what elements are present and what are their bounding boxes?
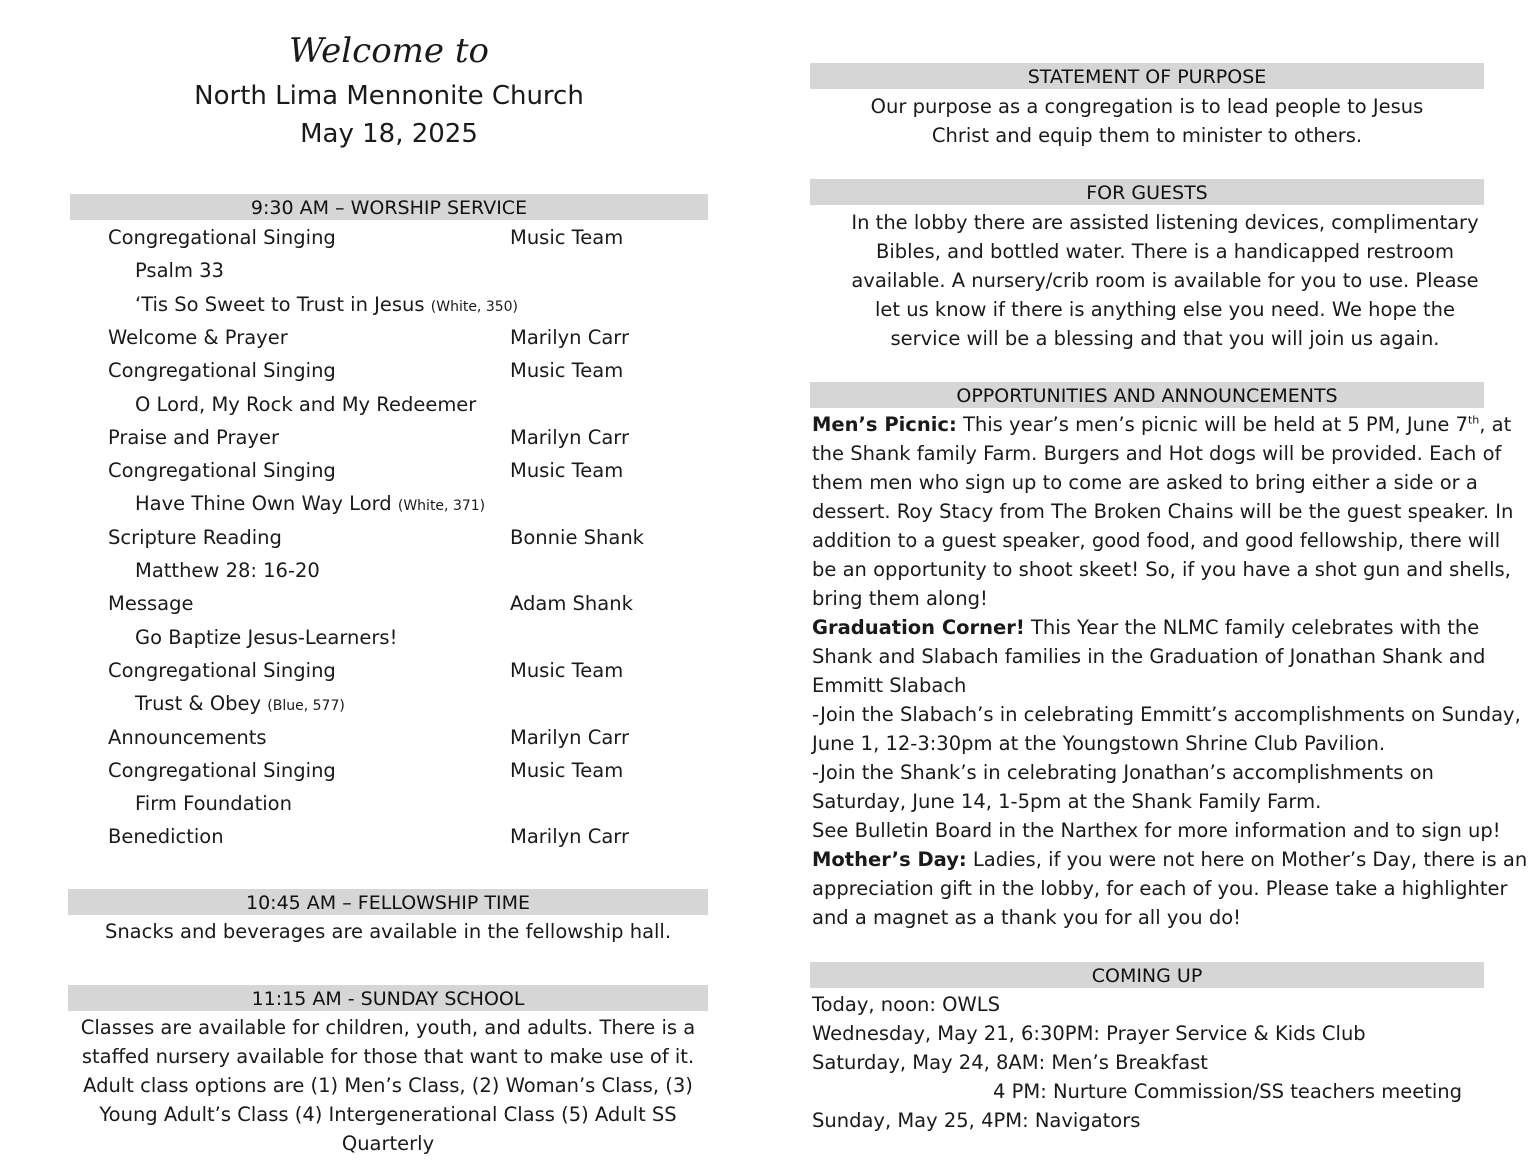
service-leader: Marilyn Carr bbox=[510, 725, 629, 749]
service-row bbox=[68, 787, 708, 820]
coming-up-item: Wednesday, May 21, 6:30PM: Prayer Service & Kids Club bbox=[812, 1022, 1366, 1045]
guests-line: Bibles, and bottled water. There is a handicapped restroom bbox=[875, 240, 1455, 263]
graduation-line: Emmitt Slabach bbox=[812, 674, 967, 697]
graduation-first-line bbox=[812, 613, 1479, 642]
service-item-text: Firm Foundation bbox=[135, 792, 292, 816]
picnic-line: bring them along! bbox=[812, 587, 988, 610]
guests-heading: FOR GUESTS bbox=[810, 179, 1484, 205]
purpose-line: Christ and equip them to minister to others. bbox=[931, 124, 1363, 147]
service-item-text: Congregational Singing bbox=[108, 459, 336, 483]
coming-up-item: Today, noon: OWLS bbox=[812, 993, 1001, 1016]
service-item-text: Congregational Singing bbox=[108, 758, 336, 782]
service-leader: Adam Shank bbox=[510, 592, 633, 616]
graduation-line: -Join the Slabach’s in celebrating Emmitt’s accomplishments on Sunday, bbox=[812, 703, 1521, 726]
picnic-label: Men’s Picnic: bbox=[812, 413, 957, 436]
service-item bbox=[135, 621, 397, 654]
service-row bbox=[68, 687, 708, 720]
service-leader: Music Team bbox=[510, 758, 624, 782]
graduation-line: Shank and Slabach families in the Graduation of Jonathan Shank and bbox=[812, 645, 1486, 668]
graduation-line: See Bulletin Board in the Narthex for more information and to sign up! bbox=[812, 819, 1501, 842]
mothers-day-text: Ladies, if you were not here on Mother’s Day, there is an bbox=[966, 848, 1528, 871]
service-row bbox=[68, 554, 708, 587]
service-row bbox=[68, 587, 708, 620]
hymnal-reference: (Blue, 577) bbox=[267, 698, 345, 715]
service-item-text: Trust & Obey bbox=[135, 692, 262, 716]
service-item-text: Scripture Reading bbox=[108, 525, 282, 549]
sunday-school-heading: 11:15 AM - SUNDAY SCHOOL bbox=[68, 985, 708, 1011]
service-item-text: Matthew 28: 16-20 bbox=[135, 559, 320, 582]
mothers-day-label: Mother’s Day: bbox=[812, 848, 967, 871]
picnic-line: addition to a guest speaker, good food, and good fellowship, there will bbox=[812, 529, 1501, 552]
graduation-text: This Year the NLMC family celebrates with the bbox=[1024, 616, 1480, 639]
service-item bbox=[108, 721, 267, 754]
service-item-text: Benediction bbox=[108, 825, 224, 849]
coming-up-item: 4 PM: Nurture Commission/SS teachers meeting bbox=[993, 1080, 1463, 1103]
picnic-text: This year’s men’s picnic will be held at 5 PM, June 7 bbox=[956, 413, 1468, 436]
service-item bbox=[108, 820, 224, 853]
graduation-line: June 1, 12-3:30pm at the Youngstown Shrine Club Pavilion. bbox=[812, 732, 1386, 755]
service-row bbox=[68, 654, 708, 687]
service-item bbox=[108, 654, 336, 687]
sunday-school-line: Quarterly bbox=[341, 1132, 435, 1155]
service-item bbox=[108, 454, 336, 487]
service-item bbox=[108, 587, 193, 620]
welcome-heading: Welcome to bbox=[289, 31, 489, 71]
service-row bbox=[68, 454, 708, 487]
service-item-text: Praise and Prayer bbox=[108, 425, 279, 449]
service-item-text: Psalm 33 bbox=[135, 259, 224, 283]
announcements-heading: OPPORTUNITIES AND ANNOUNCEMENTS bbox=[810, 382, 1484, 408]
service-item bbox=[108, 321, 288, 354]
service-item-text: Congregational Singing bbox=[108, 359, 336, 383]
service-leader: Marilyn Carr bbox=[510, 325, 629, 349]
service-row bbox=[68, 254, 708, 287]
guests-line: available. A nursery/crib room is available for you to use. Please bbox=[851, 269, 1479, 292]
service-item bbox=[108, 421, 279, 454]
service-leader: Marilyn Carr bbox=[510, 425, 629, 449]
service-item bbox=[108, 354, 336, 387]
service-leader: Music Team bbox=[510, 658, 624, 682]
service-leader: Marilyn Carr bbox=[510, 825, 629, 849]
picnic-line: them men who sign up to come are asked to bring either a side or a bbox=[812, 471, 1478, 494]
service-row bbox=[68, 288, 708, 321]
service-item bbox=[135, 254, 224, 287]
service-row bbox=[68, 421, 708, 454]
coming-up-item: Saturday, May 24, 8AM: Men’s Breakfast bbox=[812, 1051, 1208, 1074]
service-row bbox=[68, 721, 708, 754]
fellowship-heading: 10:45 AM – FELLOWSHIP TIME bbox=[68, 889, 708, 915]
picnic-line: dessert. Roy Stacy from The Broken Chains will be the guest speaker. In bbox=[812, 500, 1514, 523]
service-leader: Music Team bbox=[510, 359, 624, 383]
picnic-line: be an opportunity to shoot skeet! So, if you have a shot gun and shells, bbox=[812, 558, 1511, 581]
service-row bbox=[68, 820, 708, 853]
service-item bbox=[108, 754, 336, 787]
guests-line: service will be a blessing and that you will join us again. bbox=[890, 327, 1440, 350]
sunday-school-line: Young Adult’s Class (4) Intergenerational Class (5) Adult SS bbox=[99, 1103, 677, 1126]
service-row bbox=[68, 388, 708, 421]
picnic-superscript: th bbox=[1467, 413, 1480, 427]
service-row bbox=[68, 354, 708, 387]
service-date: May 18, 2025 bbox=[300, 119, 478, 149]
service-item bbox=[135, 388, 476, 421]
hymnal-reference: (White, 371) bbox=[397, 498, 486, 515]
mothers-day-line: appreciation gift in the lobby, for each of you. Please take a highlighter bbox=[812, 877, 1508, 900]
service-item-text: Congregational Singing bbox=[108, 226, 336, 249]
hymnal-reference: (White, 350) bbox=[430, 298, 519, 315]
graduation-line: Saturday, June 14, 1-5pm at the Shank Family Farm. bbox=[812, 790, 1322, 813]
picnic-first-line bbox=[812, 410, 1511, 439]
service-item-text: Congregational Singing bbox=[108, 658, 336, 682]
service-item bbox=[135, 787, 292, 820]
service-item-text: Message bbox=[108, 592, 194, 616]
service-item bbox=[108, 521, 282, 554]
coming-up-item: Sunday, May 25, 4PM: Navigators bbox=[812, 1109, 1141, 1132]
service-leader: Music Team bbox=[510, 226, 624, 249]
church-name: North Lima Mennonite Church bbox=[194, 81, 584, 111]
service-row bbox=[68, 321, 708, 354]
sunday-school-line: Classes are available for children, youth, and adults. There is a bbox=[80, 1016, 696, 1039]
sunday-school-line: staffed nursery available for those that want to make use of it. bbox=[81, 1045, 695, 1068]
picnic-text-end: , at bbox=[1479, 413, 1512, 436]
coming-up-heading: COMING UP bbox=[810, 962, 1484, 988]
service-item bbox=[135, 487, 485, 523]
service-leader: Bonnie Shank bbox=[510, 525, 644, 549]
guests-line: let us know if there is anything else you need. We hope the bbox=[874, 298, 1456, 321]
service-row bbox=[68, 487, 708, 520]
service-item bbox=[135, 554, 320, 587]
service-item bbox=[108, 221, 336, 254]
service-row bbox=[68, 754, 708, 787]
service-item-text: O Lord, My Rock and My Redeemer bbox=[135, 392, 477, 416]
service-item bbox=[135, 288, 518, 324]
graduation-line: -Join the Shank’s in celebrating Jonathan’s accomplishments on bbox=[812, 761, 1434, 784]
service-item-text: Announcements bbox=[108, 725, 267, 749]
purpose-heading: STATEMENT OF PURPOSE bbox=[810, 63, 1484, 89]
mothers-day-line: and a magnet as a thank you for all you do! bbox=[812, 906, 1241, 929]
fellowship-text: Snacks and beverages are available in the fellowship hall. bbox=[104, 920, 672, 943]
worship-heading: 9:30 AM – WORSHIP SERVICE bbox=[70, 194, 708, 220]
picnic-line: the Shank family Farm. Burgers and Hot dogs will be provided. Each of bbox=[812, 442, 1502, 465]
service-item-text: Have Thine Own Way Lord bbox=[135, 492, 392, 516]
service-item-text: Welcome & Prayer bbox=[108, 325, 288, 349]
sunday-school-line: Adult class options are (1) Men’s Class, (2) Woman’s Class, (3) bbox=[83, 1074, 693, 1097]
mothers-day-first-line bbox=[812, 845, 1527, 874]
graduation-label: Graduation Corner! bbox=[812, 616, 1025, 639]
service-item-text: Go Baptize Jesus-Learners! bbox=[135, 625, 398, 649]
service-row bbox=[68, 521, 708, 554]
service-item-text: ‘Tis So Sweet to Trust in Jesus bbox=[135, 292, 425, 316]
service-item bbox=[135, 687, 345, 723]
service-row bbox=[68, 621, 708, 654]
service-leader: Music Team bbox=[510, 459, 624, 483]
purpose-line: Our purpose as a congregation is to lead people to Jesus bbox=[870, 95, 1424, 118]
service-row bbox=[68, 221, 708, 254]
guests-line: In the lobby there are assisted listening devices, complimentary bbox=[851, 211, 1479, 234]
